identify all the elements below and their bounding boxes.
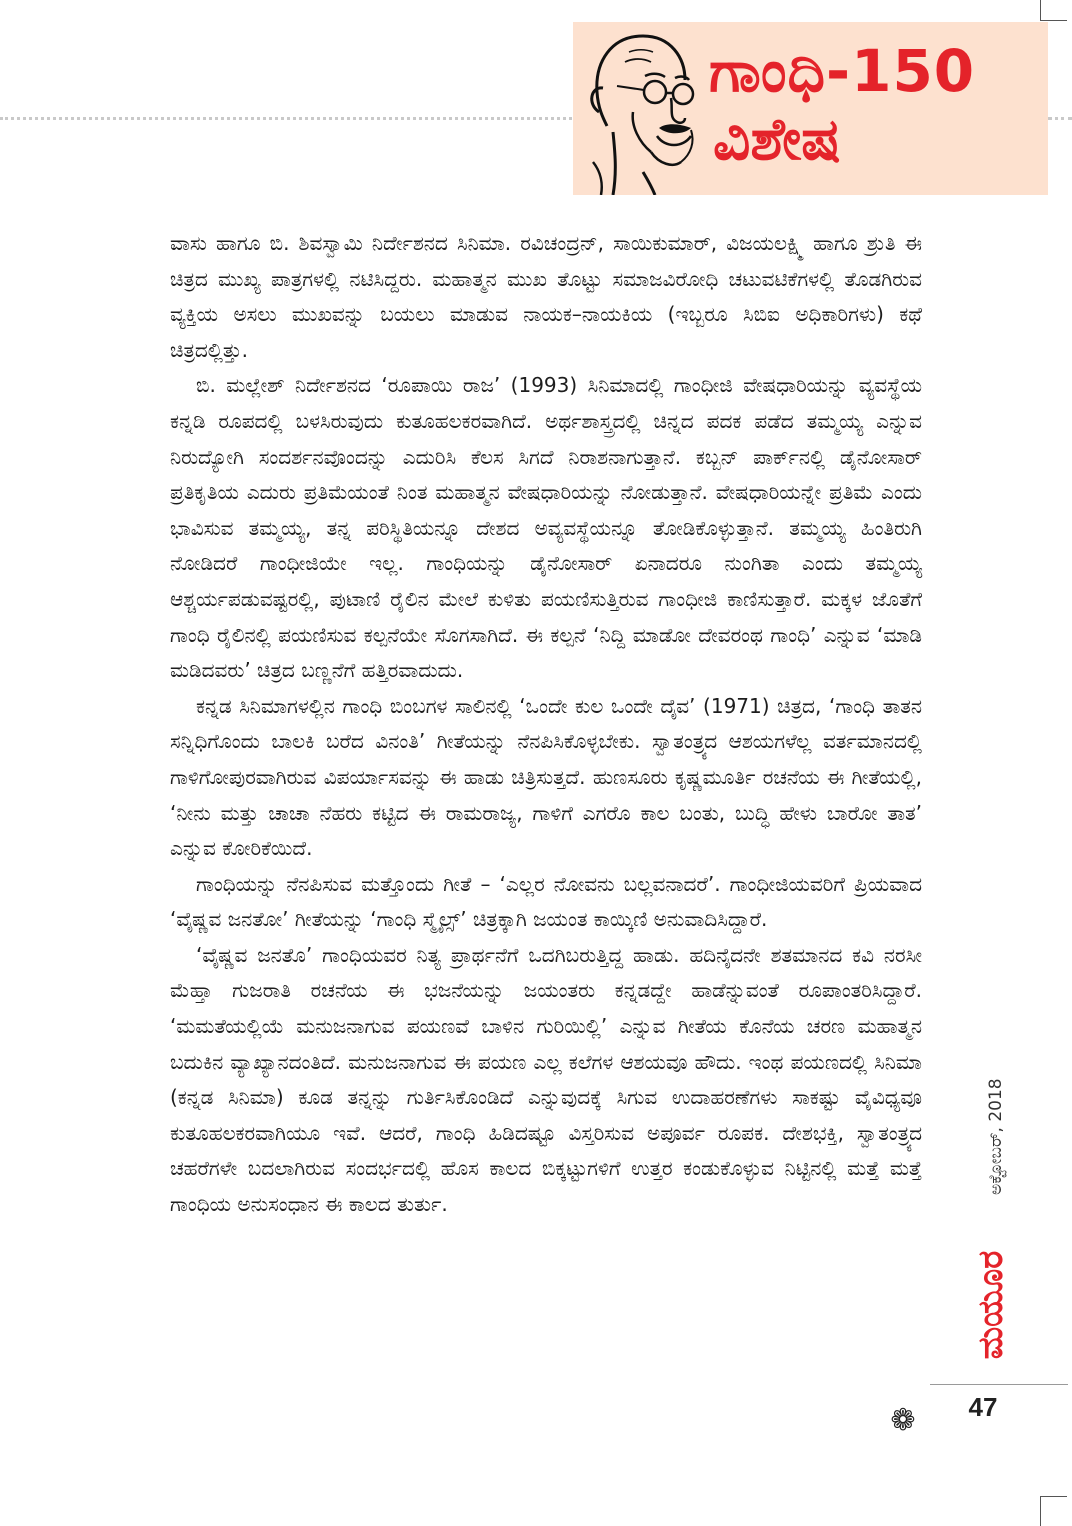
header-dotted-rule-right [1048, 117, 1072, 120]
gandhi-portrait-illustration [573, 22, 713, 195]
magazine-name: ಮಯೂರ [971, 1250, 1011, 1360]
article-paragraph: ‘ವೈಷ್ಣವ ಜನತೊ’ ಗಾಂಧಿಯವರ ನಿತ್ಯ ಪ್ರಾರ್ಥನೆಗೆ ಒದಗಿಬರುತ್ತಿದ್ದ ಹಾಡು. ಹದಿನೈದನೇ ಶತಮಾನದ ಕವಿ ನರಸೀ ಮೆಹ್ತಾ ಗುಜರಾತಿ ರಚನೆಯ ಈ ಭಜನೆಯನ್ನು ಜಯಂತರು ಕನ್ನಡದ್ದೇ ಹಾಡೆನ್ನುವಂತೆ ರೂಪಾಂತರಿಸಿದ್ದಾರೆ. ‘ಮಮತೆಯಲ್ಲಿಯೆ ಮನುಜನಾಗುವ ಪಯಣವೆ ಬಾಳಿನ ಗುರಿಯಿಲ್ಲಿ’ ಎನ್ನುವ ಗೀತೆಯ ಕೊನೆಯ ಚರಣ ಮಹಾತ್ಮನ ಬದುಕಿನ ವ್ಯಾಖ್ಯಾನದಂತಿದೆ. ಮನುಜನಾಗುವ ಈ ಪಯಣ ಎಲ್ಲ ಕಲೆಗಳ ಆಶಯವೂ ಹೌದು. ಇಂಥ ಪಯಣದಲ್ಲಿ ಸಿನಿಮಾ (ಕನ್ನಡ ಸಿನಿಮಾ) ಕೂಡ ತನ್ನನ್ನು ಗುರ್ತಿಸಿಕೊಂಡಿದೆ ಎನ್ನುವುದಕ್ಕೆ ಸಿಗುವ ಉದಾಹರಣೆಗಳು ಸಾಕಷ್ಟು ವೈವಿಧ್ಯವೂ ಕುತೂಹಲಕರವಾಗಿಯೂ ಇವೆ. ಆದರೆ, ಗಾಂಧಿ ಹಿಡಿದಷ್ಟೂ ವಿಸ್ತರಿಸುವ ಅಪೂರ್ವ ರೂಪಕ. ದೇಶಭಕ್ತಿ, ಸ್ವಾತಂತ್ರ್ಯದ ಚಹರೆಗಳೇ ಬದಲಾಗಿರುವ ಸಂದರ್ಭದಲ್ಲಿ ಹೊಸ ಕಾಲದ ಬಿಕ್ಕಟ್ಟುಗಳಿಗೆ ಉತ್ತರ ಕಂಡುಕೊಳ್ಳುವ ನಿಟ್ಟಿನಲ್ಲಿ ಮತ್ತೆ ಮತ್ತೆ ಗಾಂಧಿಯ ಅನುಸಂಧಾನ ಈ ಕಾಲದ ತುರ್ತು. [170, 942, 922, 1217]
article-paragraph: ಗಾಂಧಿಯನ್ನು ನೆನಪಿಸುವ ಮತ್ತೊಂದು ಗೀತೆ – ‘ಎಲ್ಲರ ನೋವನು ಬಲ್ಲವನಾದರೆ’. ಗಾಂಧೀಜಿಯವರಿಗೆ ಪ್ರಿಯವಾದ ‘ವೈಷ್ಣವ ಜನತೋ’ ಗೀತೆಯನ್ನು ‘ಗಾಂಧಿ ಸ್ಮೈಲ್ಸ್’ ಚಿತ್ರಕ್ಕಾಗಿ ಜಯಂತ ಕಾಯ್ಕಿಣಿ ಅನುವಾದಿಸಿದ್ದಾರೆ. [170, 871, 922, 932]
banner-subtitle: ವಿಶೇಷ [713, 105, 841, 173]
header-dotted-rule [0, 117, 572, 120]
article-paragraph: ವಾಸು ಹಾಗೂ ಬಿ. ಶಿವಸ್ವಾಮಿ ನಿರ್ದೇಶನದ ಸಿನಿಮಾ. ರವಿಚಂದ್ರನ್, ಸಾಯಿಕುಮಾರ್, ವಿಜಯಲಕ್ಷ್ಮಿ ಹಾಗೂ ಶ್ರುತಿ ಈ ಚಿತ್ರದ ಮುಖ್ಯ ಪಾತ್ರಗಳಲ್ಲಿ ನಟಿಸಿದ್ದರು. ಮಹಾತ್ಮನ ಮುಖ ತೊಟ್ಟು ಸಮಾಜವಿರೋಧಿ ಚಟುವಟಿಕೆಗಳಲ್ಲಿ ತೊಡಗಿರುವ ವ್ಯಕ್ತಿಯ ಅಸಲು ಮುಖವನ್ನು ಬಯಲು ಮಾಡುವ ನಾಯಕ–ನಾಯಕಿಯ (ಇಬ್ಬರೂ ಸಿಬಿಐ ಅಧಿಕಾರಿಗಳು) ಕಥೆ ಚಿತ್ರದಲ್ಲಿತ್ತು. [170, 231, 922, 362]
article-paragraph: ಕನ್ನಡ ಸಿನಿಮಾಗಳಲ್ಲಿನ ಗಾಂಧಿ ಬಿಂಬಗಳ ಸಾಲಿನಲ್ಲಿ ‘ಒಂದೇ ಕುಲ ಒಂದೇ ದೈವ’ (1971) ಚಿತ್ರದ, ‘ಗಾಂಧಿ ತಾತನ ಸನ್ನಿಧಿಗೊಂದು ಬಾಲಕಿ ಬರೆದ ವಿನಂತಿ’ ಗೀತೆಯನ್ನು ನೆನಪಿಸಿಕೊಳ್ಳಬೇಕು. ಸ್ವಾತಂತ್ರ್ಯದ ಆಶಯಗಳೆಲ್ಲ ವರ್ತಮಾನದಲ್ಲಿ ಗಾಳಿಗೋಪುರವಾಗಿರುವ ವಿಪರ್ಯಾಸವನ್ನು ಈ ಹಾಡು ಚಿತ್ರಿಸುತ್ತದೆ. ಹುಣಸೂರು ಕೃಷ್ಣಮೂರ್ತಿ ರಚನೆಯ ಈ ಗೀತೆಯಲ್ಲಿ, ‘ನೀನು ಮತ್ತು ಚಾಚಾ ನೆಹರು ಕಟ್ಟಿದ ಈ ರಾಮರಾಜ್ಯ, ಗಾಳಿಗೆ ಎಗರೊ ಕಾಲ ಬಂತು, ಬುದ್ಧಿ ಹೇಳು ಬಾರೋ ತಾತ’ ಎನ್ನುವ ಕೋರಿಕೆಯಿದೆ. [170, 693, 922, 861]
gandhi-150-banner [573, 22, 1048, 195]
crop-mark-top-right [1040, 0, 1067, 21]
magazine-masthead-vertical [962, 1240, 1020, 1370]
article-paragraph: ಬಿ. ಮಲ್ಲೇಶ್ ನಿರ್ದೇಶನದ ‘ರೂಪಾಯಿ ರಾಜ’ (1993) ಸಿನಿಮಾದಲ್ಲಿ ಗಾಂಧೀಜಿ ವೇಷಧಾರಿಯನ್ನು ವ್ಯವಸ್ಥೆಯ ಕನ್ನಡಿ ರೂಪದಲ್ಲಿ ಬಳಸಿರುವುದು ಕುತೂಹಲಕರವಾಗಿದೆ. ಅರ್ಥಶಾಸ್ತ್ರದಲ್ಲಿ ಚಿನ್ನದ ಪದಕ ಪಡೆದ ತಮ್ಮಯ್ಯ ಎನ್ನುವ ನಿರುದ್ಯೋಗಿ ಸಂದರ್ಶನವೊಂದನ್ನು ಎದುರಿಸಿ ಕೆಲಸ ಸಿಗದೆ ನಿರಾಶನಾಗುತ್ತಾನೆ. ಕಬ್ಬನ್ ಪಾರ್ಕ್‌ನಲ್ಲಿ ಡೈನೋಸಾರ್ ಪ್ರತಿಕೃತಿಯ ಎದುರು ಪ್ರತಿಮೆಯಂತೆ ನಿಂತ ಮಹಾತ್ಮನ ವೇಷಧಾರಿಯನ್ನು ನೋಡುತ್ತಾನೆ. ವೇಷಧಾರಿಯನ್ನೇ ಪ್ರತಿಮೆ ಎಂದು ಭಾವಿಸುವ ತಮ್ಮಯ್ಯ, ತನ್ನ ಪರಿಸ್ಥಿತಿಯನ್ನೂ ದೇಶದ ಅವ್ಯವಸ್ಥೆಯನ್ನೂ ತೋಡಿಕೊಳ್ಳುತ್ತಾನೆ. ತಮ್ಮಯ್ಯ ಹಿಂತಿರುಗಿ ನೋಡಿದರೆ ಗಾಂಧೀಜಿಯೇ ಇಲ್ಲ. ಗಾಂಧಿಯನ್ನು ಡೈನೋಸಾರ್ ಏನಾದರೂ ನುಂಗಿತಾ ಎಂದು ತಮ್ಮಯ್ಯ ಆಶ್ಚರ್ಯಪಡುವಷ್ಟರಲ್ಲಿ, ಪುಟಾಣಿ ರೈಲಿನ ಮೇಲೆ ಕುಳಿತು ಪಯಣಿಸುತ್ತಿರುವ ಗಾಂಧೀಜಿ ಕಾಣಿಸುತ್ತಾರೆ. ಮಕ್ಕಳ ಜೊತೆಗೆ ಗಾಂಧಿ ರೈಲಿನಲ್ಲಿ ಪಯಣಿಸುವ ಕಲ್ಪನೆಯೇ ಸೊಗಸಾಗಿದೆ. ಈ ಕಲ್ಪನೆ ‘ನಿದ್ದಿ ಮಾಡೋ ದೇವರಂಥ ಗಾಂಧಿ’ ಎನ್ನುವ ‘ಮಾಡಿ ಮಡಿದವರು’ ಚಿತ್ರದ ಬಣ್ಣನೆಗೆ ಹತ್ತಿರವಾದುದು. [170, 373, 922, 683]
folio-rule [930, 1384, 1068, 1385]
page-number: 47 [968, 1392, 998, 1422]
issue-date: ಅಕ್ಟೋಬರ್, 2018 [986, 1078, 1006, 1195]
banner-title: ಗಾಂಧಿ-150 [709, 37, 976, 105]
article-body [170, 226, 922, 1223]
flower-ornament-icon: ❁ [890, 1403, 916, 1438]
crop-mark-bottom-right [1040, 1496, 1067, 1526]
